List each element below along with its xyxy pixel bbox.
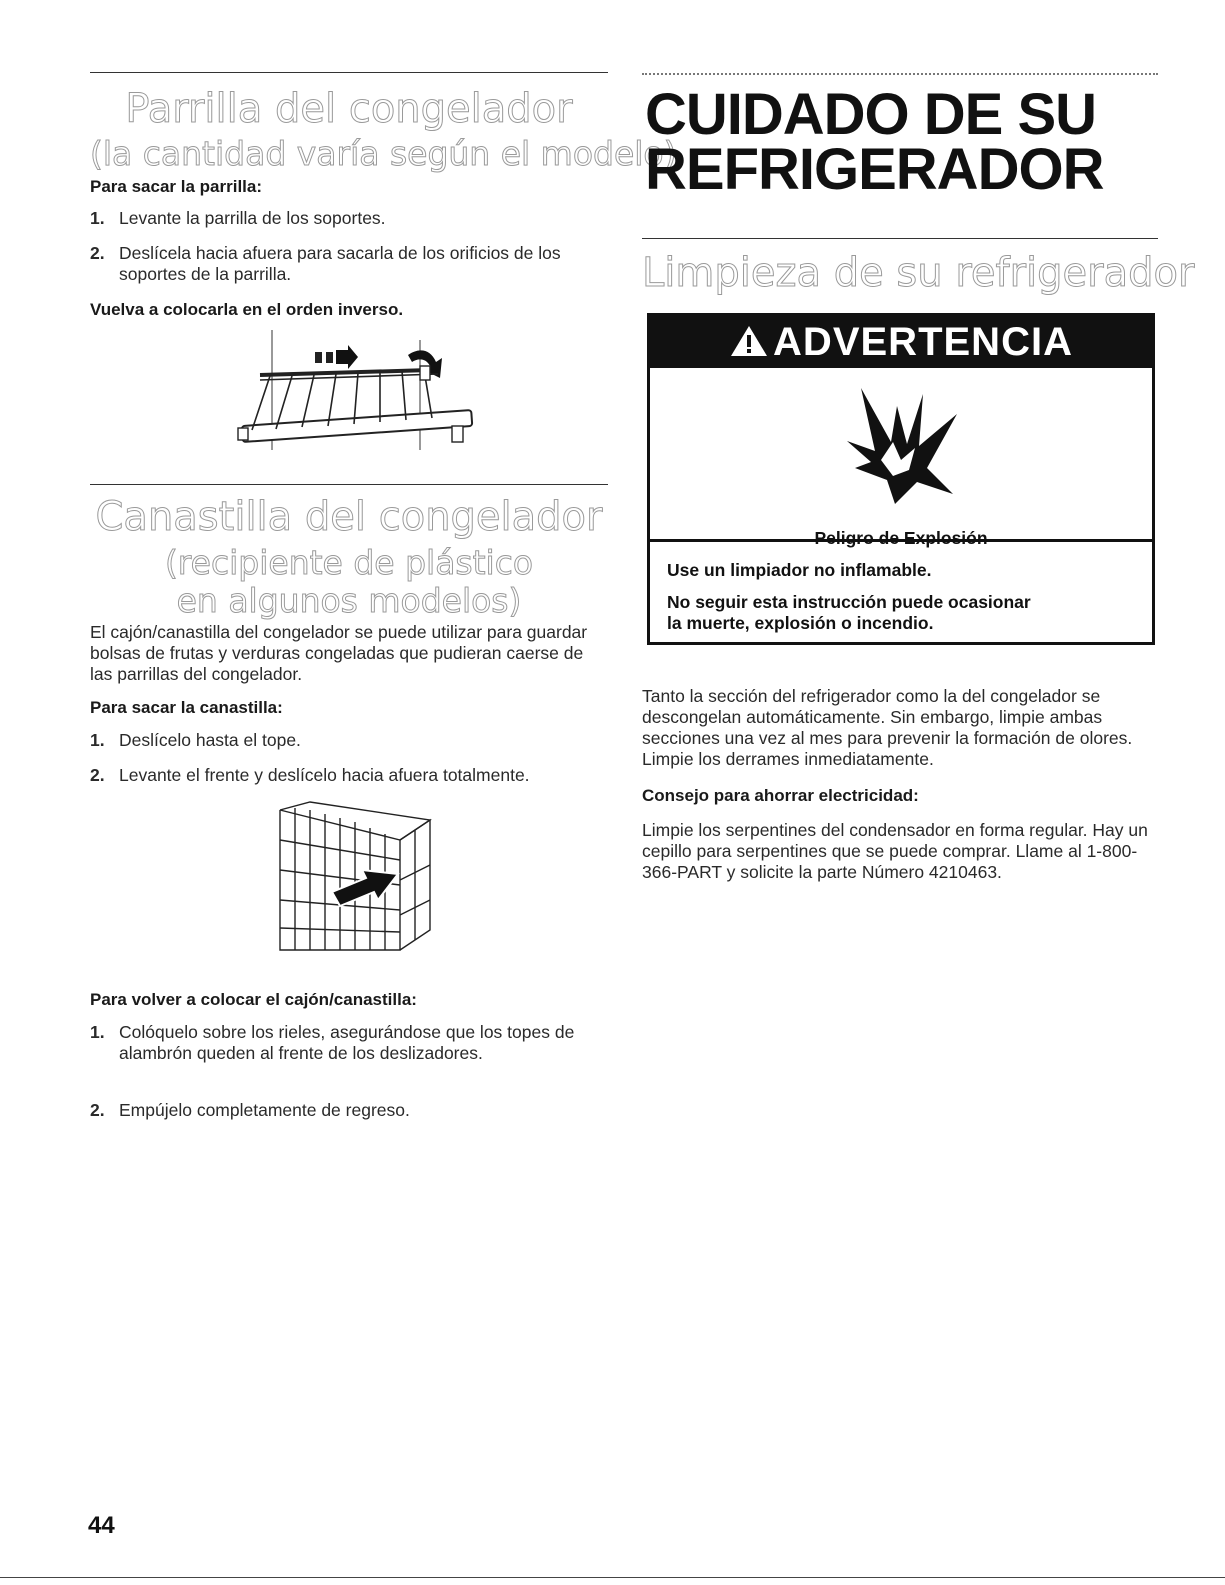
warning-hazard: Peligro de Explosión (814, 528, 988, 548)
tip-heading: Consejo para ahorrar electricidad: (642, 786, 919, 805)
section-rule (90, 72, 608, 73)
tip-body: Limpie los serpentines del condensador en forma regular. Hay un cepillo para serpentines que se puede comprar. Llame al 1-800-366-PART y solicite la parte Número 4210463. (642, 820, 1148, 882)
warning-header-text: ADVERTENCIA (773, 320, 1073, 364)
shelf-title: Parrilla del congelador (125, 86, 573, 132)
chapter-title-line-2: REFRIGERADOR (645, 137, 1104, 202)
basket-title: Canastilla del congelador (95, 494, 603, 540)
shelf-step-2 (90, 243, 595, 285)
warning-box (647, 313, 1155, 645)
basket-replace-heading: Para volver a colocar el cajón/canastilla: (90, 990, 417, 1009)
section-rule (642, 238, 1158, 239)
basket-subtitle-line-2: en algunos modelos) (176, 581, 522, 620)
warning-triangle-icon (729, 324, 769, 358)
step-text: Deslícela hacia afuera para sacarla de los orificios de los soportes de la parrilla. (119, 243, 561, 284)
explosion-icon (835, 386, 965, 506)
step-text: Levante el frente y deslícelo hacia afuera totalmente. (119, 765, 530, 785)
basket-remove-step-2 (90, 765, 595, 786)
shelf-remove-heading: Para sacar la parrilla: (90, 177, 263, 196)
freezer-shelf-illustration (230, 330, 480, 460)
warning-instruction: Use un limpiador no inflamable. (667, 560, 932, 580)
step-number: 1. (90, 208, 105, 228)
freezer-basket-illustration (270, 800, 440, 960)
basket-replace-step-2 (90, 1100, 595, 1121)
section-rule (90, 484, 608, 485)
section-rule (642, 73, 1158, 75)
basket-subtitle-line-1: (recipiente de plástico (164, 543, 534, 582)
basket-remove-heading: Para sacar la canastilla: (90, 698, 283, 717)
warning-header (650, 316, 1152, 368)
step-number: 1. (90, 730, 105, 750)
cleaning-title: Limpieza de su refrigerador (642, 250, 1195, 296)
step-number: 1. (90, 1022, 105, 1042)
basket-intro: El cajón/canastilla del congelador se puede utilizar para guardar bolsas de frutas y verduras congeladas que pudieran caerse de las parrillas del congelador. (90, 622, 588, 684)
shelf-subtitle: (la cantidad varía según el modelo) (90, 134, 677, 173)
basket-replace-step-1 (90, 1022, 595, 1064)
cleaning-body: Tanto la sección del refrigerador como la del congelador se descongelan automáticamente. Sin embargo, limpie ambas secciones una vez al mes para prevenir la formación de olores. Limpie los derrames inmediatamente. (642, 686, 1133, 769)
step-text: Levante la parrilla de los soportes. (119, 208, 386, 228)
step-number: 2. (90, 243, 105, 263)
step-number: 2. (90, 1100, 105, 1120)
warning-consequence-line-1: No seguir esta instrucción puede ocasionar (667, 592, 1031, 612)
basket-remove-step-1 (90, 730, 595, 751)
step-text: Deslícelo hasta el tope. (119, 730, 301, 750)
step-text: Empújelo completamente de regreso. (119, 1100, 410, 1120)
bottom-rule (0, 1577, 1225, 1578)
warning-consequence-line-2: la muerte, explosión o incendio. (667, 613, 934, 633)
step-number: 2. (90, 765, 105, 785)
page-number: 44 (88, 1512, 115, 1539)
step-text: Colóquelo sobre los rieles, asegurándose que los topes de alambrón queden al frente de los deslizadores. (119, 1022, 575, 1063)
shelf-step-1 (90, 208, 595, 229)
chapter-title-line-1: CUIDADO DE SU (645, 82, 1097, 147)
shelf-reinstall-note: Vuelva a colocarla en el orden inverso. (90, 300, 404, 319)
